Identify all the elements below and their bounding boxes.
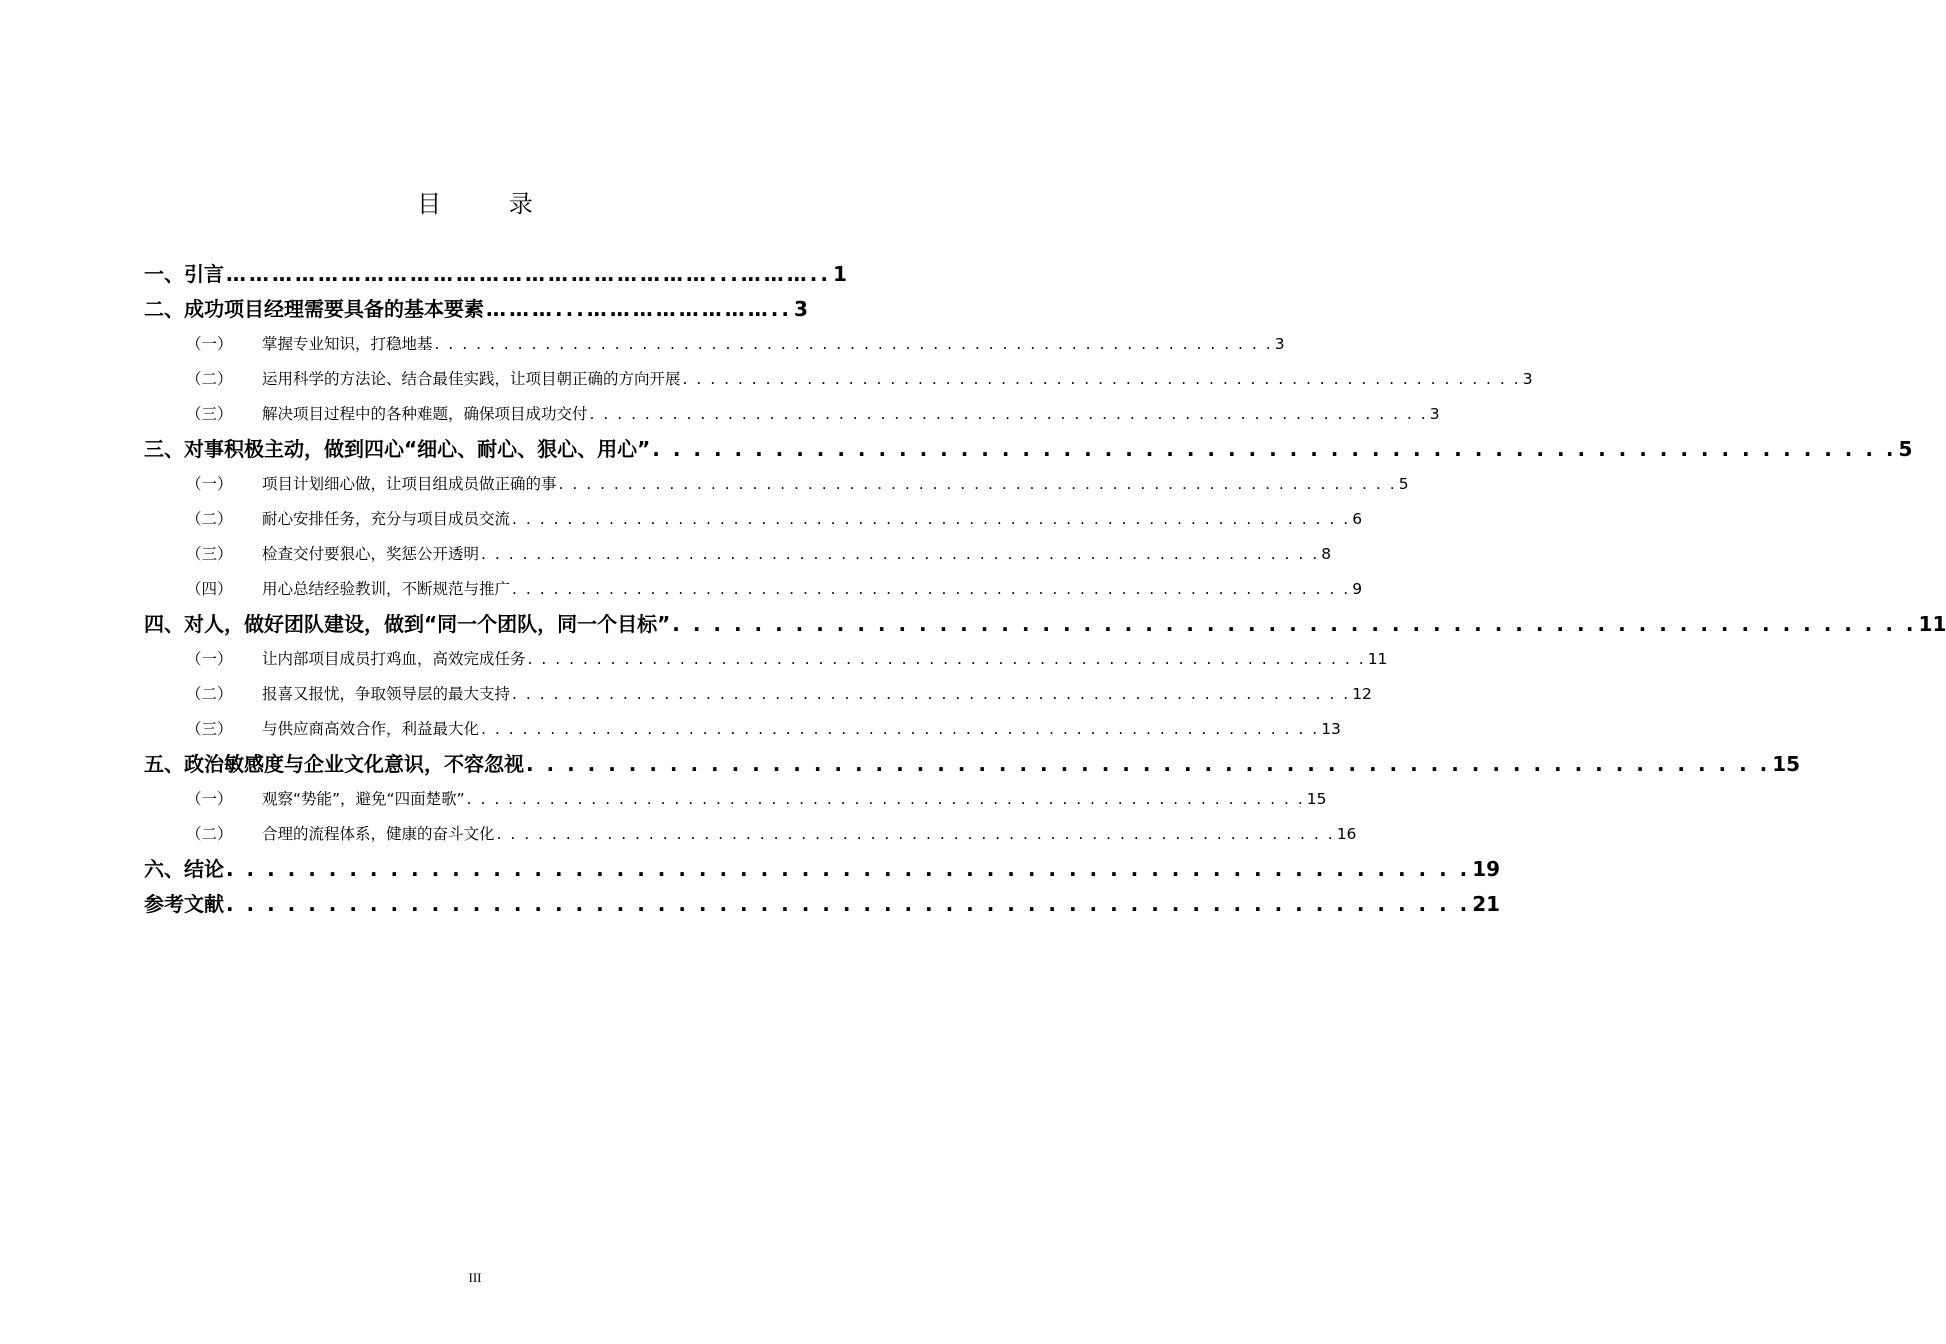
toc-entry-section[interactable] bbox=[144, 782, 1327, 817]
toc-entry-leader: . . . . . . . . . . . . . . . . . . . . . . . . . . . . . . . . . . . . . . . . . . . . . . . . . . . . . . . . . . . . . bbox=[512, 580, 1351, 598]
toc-entry-chapter[interactable] bbox=[144, 852, 1501, 887]
toc-entry-leader: . . . . . . . . . . . . . . . . . . . . . . . . . . . . . . . . . . . . . . . . . . . . . . . . . . . . . . . . . . . . . bbox=[682, 370, 1521, 388]
toc-entry-text: 检查交付要狠心，奖惩公开透明 bbox=[262, 545, 480, 563]
toc-entry-chapter[interactable] bbox=[144, 292, 808, 327]
toc-entry-leader: . . . . . . . . . . . . . . . . . . . . . . . . . . . . . . . . . . . . . . . . . . . . . . . . . . . . . . . . . . . . . bbox=[589, 405, 1428, 423]
toc-entry-number: 三、 bbox=[144, 437, 184, 461]
toc-entry-leader: . . . . . . . . . . . . . . . . . . . . . . . . . . . . . . . . . . . . . . . . . . . . . . . . . . . . . . . . . . . . . bbox=[512, 510, 1351, 528]
toc-entry-text: 成功项目经理需要具备的基本要素 bbox=[184, 297, 484, 321]
toc-entry-number: （二） bbox=[186, 370, 233, 388]
toc-entry-text: 报喜又报忧，争取领导层的最大支持 bbox=[262, 685, 511, 703]
toc-entry-number: 二、 bbox=[144, 297, 184, 321]
toc-entry-leader: . . . . . . . . . . . . . . . . . . . . . . . . . . . . . . . . . . . . . . . . . . . . . . . . . . . . . . . . . . . . . bbox=[652, 437, 1897, 461]
page-number: III bbox=[468, 1270, 482, 1285]
toc-entry-page: 3 bbox=[1522, 370, 1533, 388]
toc-entry-section[interactable] bbox=[144, 537, 1332, 572]
toc-entry-text: 参考文献 bbox=[144, 892, 224, 916]
toc-entry-number: （三） bbox=[186, 720, 233, 738]
toc-entry-text: 对事积极主动，做到四心“细心、耐心、狠心、用心” bbox=[184, 437, 651, 461]
toc-entry-leader: . . . . . . . . . . . . . . . . . . . . . . . . . . . . . . . . . . . . . . . . . . . . . . . . . . . . . . . . . . . . . bbox=[226, 857, 1471, 881]
toc-entry-text: 引言 bbox=[184, 262, 224, 286]
toc-entry-page: 3 bbox=[1274, 335, 1285, 353]
toc-entry-text: 运用科学的方法论、结合最佳实践，让项目朝正确的方向开展 bbox=[262, 370, 681, 388]
toc-entry-number: （二） bbox=[186, 685, 233, 703]
toc-entry-page: 11 bbox=[1367, 650, 1388, 668]
toc-entry-section[interactable] bbox=[144, 362, 1533, 397]
toc-entry-page: 8 bbox=[1321, 545, 1332, 563]
toc-entry-page: 12 bbox=[1352, 685, 1372, 703]
toc-entry-page: 21 bbox=[1472, 892, 1501, 916]
toc-entry-chapter[interactable] bbox=[144, 257, 847, 292]
toc-entry-leader: . . . . . . . . . . . . . . . . . . . . . . . . . . . . . . . . . . . . . . . . . . . . . . . . . . . . . . . . . . . . . bbox=[481, 720, 1320, 738]
toc-entry-page: 16 bbox=[1336, 825, 1357, 843]
toc-entry-section[interactable] bbox=[144, 572, 1363, 607]
toc-entry-chapter[interactable] bbox=[144, 607, 1946, 642]
toc-entry-section[interactable] bbox=[144, 817, 1357, 852]
toc-entry-chapter[interactable] bbox=[144, 432, 1913, 467]
toc-entry-leader: . . . . . . . . . . . . . . . . . . . . . . . . . . . . . . . . . . . . . . . . . . . . . . . . . . . . . . . . . . . . . bbox=[226, 892, 1471, 916]
toc-entry-section[interactable] bbox=[144, 677, 1372, 712]
toc-entry-chapter[interactable] bbox=[144, 887, 1501, 922]
toc-entry-leader: . . . . . . . . . . . . . . . . . . . . . . . . . . . . . . . . . . . . . . . . . . . . . . . . . . . . . . . . . . . . . bbox=[558, 475, 1397, 493]
toc-entry-text: 结论 bbox=[184, 857, 224, 881]
toc-entry-section[interactable] bbox=[144, 467, 1409, 502]
toc-entry-section[interactable] bbox=[144, 397, 1440, 432]
toc-entry-number: 一、 bbox=[144, 262, 184, 286]
table-of-contents bbox=[144, 257, 1946, 922]
toc-entry-leader: . . . . . . . . . . . . . . . . . . . . . . . . . . . . . . . . . . . . . . . . . . . . . . . . . . . . . . . . . . . . . bbox=[526, 752, 1771, 776]
toc-entry-section[interactable] bbox=[144, 712, 1341, 747]
toc-entry-chapter[interactable] bbox=[144, 747, 1801, 782]
toc-entry-page: 5 bbox=[1898, 437, 1913, 461]
toc-entry-leader: . . . . . . . . . . . . . . . . . . . . . . . . . . . . . . . . . . . . . . . . . . . . . . . . . . . . . . . . . . . . . bbox=[466, 790, 1305, 808]
toc-entry-section[interactable] bbox=[144, 642, 1388, 677]
toc-entry-page: 15 bbox=[1772, 752, 1801, 776]
toc-entry-number: 四、 bbox=[144, 612, 184, 636]
toc-entry-leader: . . . . . . . . . . . . . . . . . . . . . . . . . . . . . . . . . . . . . . . . . . . . . . . . . . . . . . . . . . . . . bbox=[512, 685, 1351, 703]
toc-entry-page: 9 bbox=[1352, 580, 1363, 598]
toc-entry-number: （二） bbox=[186, 825, 233, 843]
toc-entry-page: 13 bbox=[1321, 720, 1341, 738]
toc-entry-leader: . . . . . . . . . . . . . . . . . . . . . . . . . . . . . . . . . . . . . . . . . . . . . . . . . . . . . . . . . . . . . bbox=[434, 335, 1273, 353]
toc-entry-leader: . . . . . . . . . . . . . . . . . . . . . . . . . . . . . . . . . . . . . . . . . . . . . . . . . . . . . . . . . . . . . bbox=[527, 650, 1366, 668]
toc-entry-text: 政治敏感度与企业文化意识，不容忽视 bbox=[184, 752, 524, 776]
toc-entry-number: 六、 bbox=[144, 857, 184, 881]
toc-entry-text: 合理的流程体系，健康的奋斗文化 bbox=[262, 825, 495, 843]
toc-entry-page: 5 bbox=[1398, 475, 1409, 493]
toc-entry-leader: . . . . . . . . . . . . . . . . . . . . . . . . . . . . . . . . . . . . . . . . . . . . . . . . . . . . . . . . . . . . . bbox=[672, 612, 1917, 636]
toc-entry-number: （三） bbox=[186, 545, 233, 563]
toc-entry-page: 15 bbox=[1306, 790, 1327, 808]
toc-entry-text: 掌握专业知识，打稳地基 bbox=[262, 335, 433, 353]
toc-entry-leader: ………………………………………………………...……….. bbox=[226, 262, 831, 286]
toc-entry-leader: ………...…………………….. bbox=[486, 297, 792, 321]
toc-entry-text: 观察“势能”，避免“四面楚歌” bbox=[262, 790, 465, 808]
toc-entry-text: 用心总结经验教训，不断规范与推广 bbox=[262, 580, 511, 598]
toc-entry-text: 项目计划细心做，让项目组成员做正确的事 bbox=[262, 475, 557, 493]
toc-entry-number: （一） bbox=[186, 650, 233, 668]
toc-entry-number: （四） bbox=[186, 580, 233, 598]
toc-entry-text: 耐心安排任务，充分与项目成员交流 bbox=[262, 510, 511, 528]
toc-entry-number: （三） bbox=[186, 405, 233, 423]
toc-entry-number: （一） bbox=[186, 335, 233, 353]
toc-entry-page: 3 bbox=[794, 297, 808, 321]
toc-entry-leader: . . . . . . . . . . . . . . . . . . . . . . . . . . . . . . . . . . . . . . . . . . . . . . . . . . . . . . . . . . . . . bbox=[496, 825, 1335, 843]
toc-entry-number: 五、 bbox=[144, 752, 184, 776]
toc-entry-page: 1 bbox=[833, 262, 847, 286]
toc-entry-number: （一） bbox=[186, 475, 233, 493]
toc-entry-page: 19 bbox=[1472, 857, 1501, 881]
toc-title: 目 录 bbox=[417, 190, 563, 218]
toc-entry-number: （二） bbox=[186, 510, 233, 528]
toc-entry-page: 3 bbox=[1429, 405, 1440, 423]
toc-entry-section[interactable] bbox=[144, 502, 1363, 537]
toc-entry-text: 让内部项目成员打鸡血，高效完成任务 bbox=[262, 650, 526, 668]
toc-entry-text: 解决项目过程中的各种难题，确保项目成功交付 bbox=[262, 405, 588, 423]
toc-entry-page: 11 bbox=[1918, 612, 1946, 636]
toc-entry-text: 与供应商高效合作，利益最大化 bbox=[262, 720, 480, 738]
toc-entry-leader: . . . . . . . . . . . . . . . . . . . . . . . . . . . . . . . . . . . . . . . . . . . . . . . . . . . . . . . . . . . . . bbox=[481, 545, 1320, 563]
toc-entry-page: 6 bbox=[1352, 510, 1363, 528]
toc-entry-section[interactable] bbox=[144, 327, 1285, 362]
toc-entry-number: （一） bbox=[186, 790, 233, 808]
toc-entry-text: 对人，做好团队建设，做到“同一个团队，同一个目标” bbox=[184, 612, 671, 636]
